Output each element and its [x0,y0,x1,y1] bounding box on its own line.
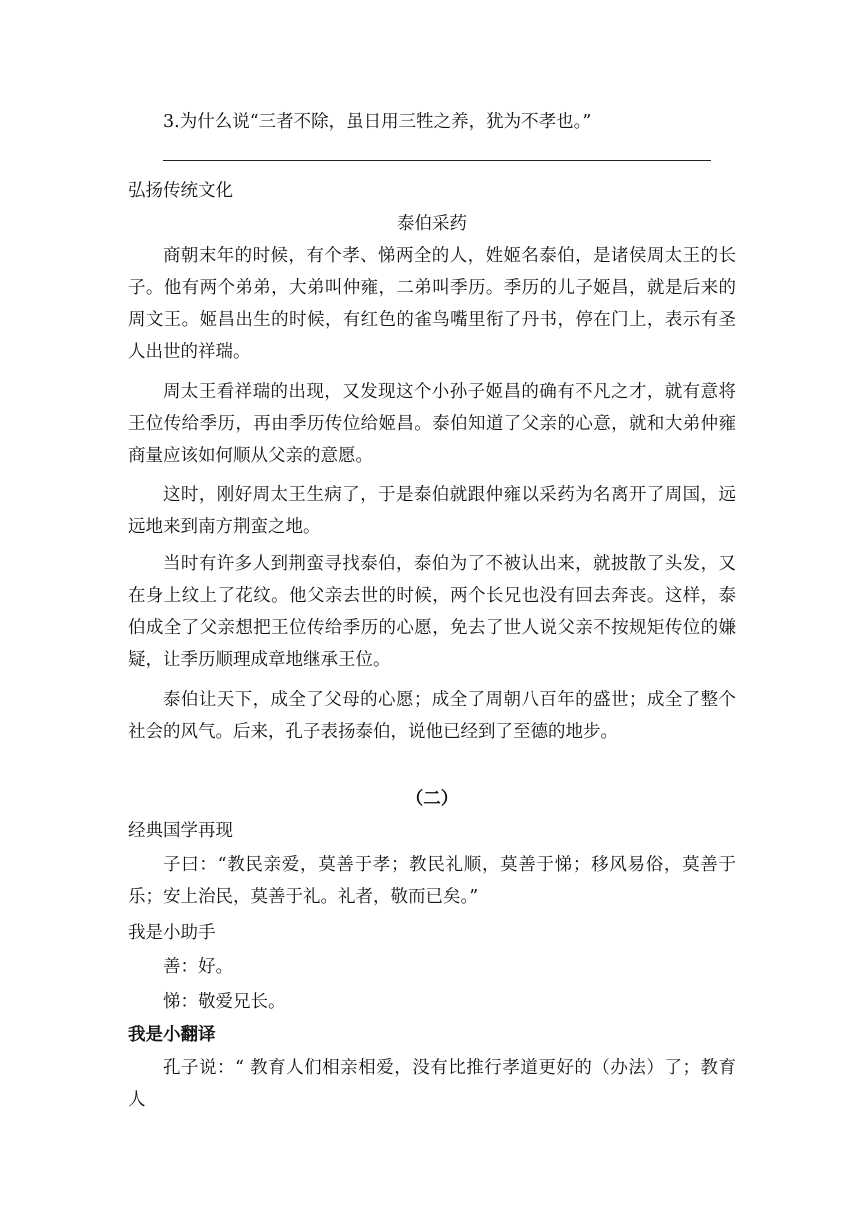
story-paragraph-4: 当时有许多人到荆蛮寻找泰伯，泰伯为了不被认出来，就披散了头发，又在身上纹上了花纹。他父亲去世的时候，两个长兄也没有回去奔丧。这样，泰伯成全了父亲想把王位传给季历的心愿，免去了世人说父亲不按规矩传位的嫌疑，让季历顺理成章地继承王位。 [128,554,736,670]
note-shan: 善：好。 [163,957,233,977]
helper-heading: 我是小助手 [128,923,216,943]
section-heading-culture: 弘扬传统文化 [128,181,233,201]
story-paragraph-2: 周太王看祥瑞的出现，又发现这个小孙子姬昌的确有不凡之才，就有意将王位传给季历，再由季历传位给姬昌。泰伯知道了父亲的心意，就和大弟仲雍商量应该如何顺从父亲的意愿。 [128,382,736,466]
note-ti: 悌：敬爱兄长。 [163,992,286,1012]
section-number: （二） [405,789,459,809]
translation-text: 孔子说：“ 教育人们相亲相爱，没有比推行孝道更好的（办法）了；教育人 [128,1058,736,1110]
classic-text: 子曰：“教民亲爱，莫善于孝；教民礼顺，莫善于悌；移风易俗，莫善于乐；安上治民，莫善于礼。礼者，敬而已矣。” [128,855,736,907]
answer-line [163,160,711,161]
story-paragraph-3: 这时，刚好周太王生病了，于是泰伯就跟仲雍以采药为名离开了周国，远远地来到南方荆蛮之地。 [128,485,736,537]
question-3: 3.为什么说“三者不除，虽日用三牲之养，犹为不孝也。” [163,112,592,132]
classic-heading: 经典国学再现 [128,821,233,841]
story-paragraph-5: 泰伯让天下，成全了父母的心愿；成全了周朝八百年的盛世；成全了整个社会的风气。后来，孔子表扬泰伯，说他已经到了至德的地步。 [128,690,736,742]
translate-heading: 我是小翻译 [128,1025,216,1045]
story-paragraph-1: 商朝末年的时候，有个孝、悌两全的人，姓姬名泰伯，是诸侯周太王的长子。他有两个弟弟，大弟叫仲雍，二弟叫季历。季历的儿子姬昌，就是后来的周文王。姬昌出生的时候，有红色的雀鸟嘴里衔了丹书，停在门上，表示有圣人出世的祥瑞。 [128,246,736,362]
story-title: 泰伯采药 [397,214,467,234]
